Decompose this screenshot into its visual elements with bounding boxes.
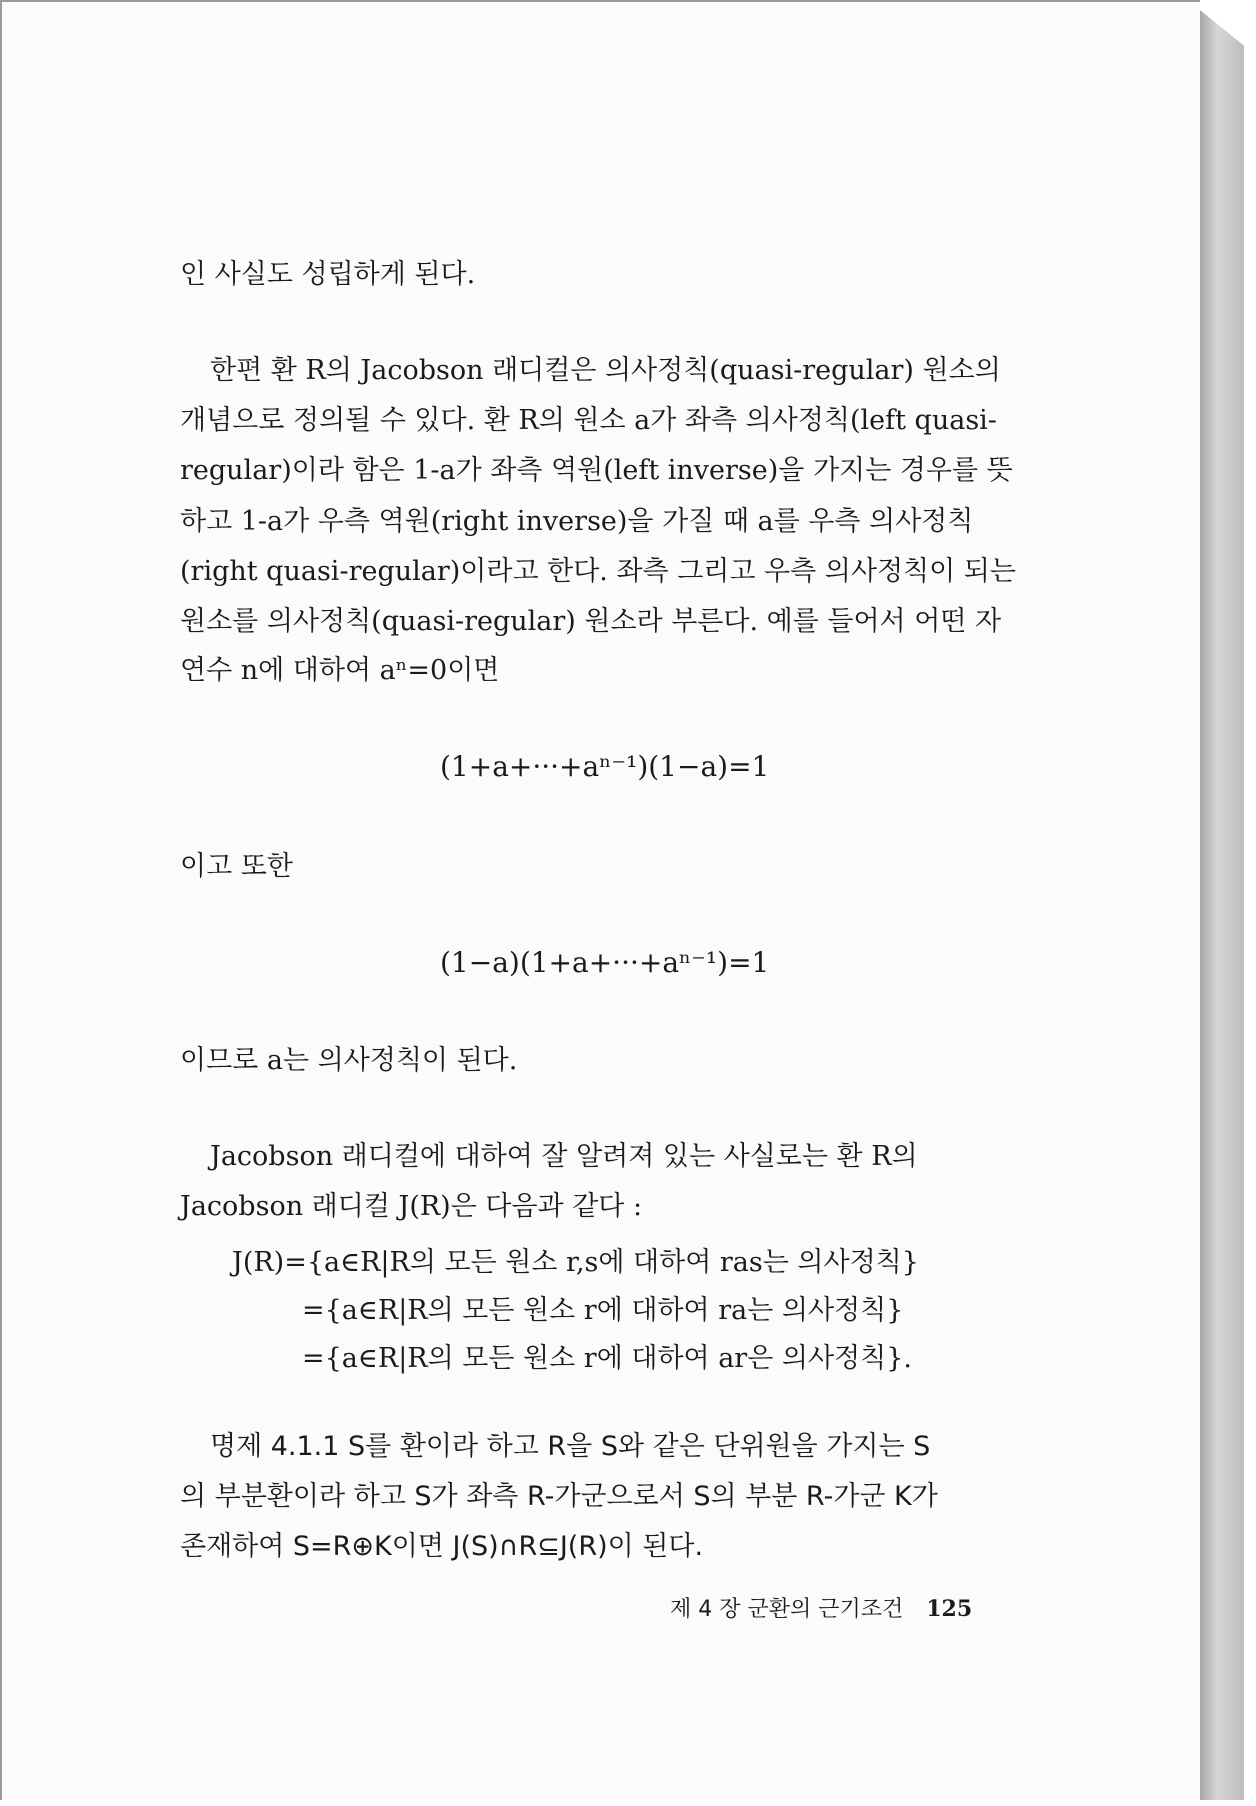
set-definition-line: J(R)={a∈R|R의 모든 원소 r,s에 대하여 ras는 의사정칙}: [232, 1247, 919, 1278]
set-definition-line: ={a∈R|R의 모든 원소 r에 대하여 ar은 의사정칙}.: [302, 1343, 912, 1374]
text-line: Jacobson 래디컬 J(R)은 다음과 같다 :: [180, 1191, 643, 1222]
text-line: 이고 또한: [180, 851, 293, 882]
text-line: 인 사실도 성립하게 된다.: [180, 259, 476, 290]
equation: (1−a)(1+a+···+aⁿ⁻¹)=1: [440, 946, 770, 979]
text-line: 원소를 의사정칙(quasi-regular) 원소라 부른다. 예를 들어서 어떤 자: [180, 606, 1002, 637]
text-line: 연수 n에 대하여 aⁿ=0이면: [180, 655, 500, 686]
proposition-line: 의 부분환이라 하고 S가 좌측 R-가군으로서 S의 부분 R-가군 K가: [180, 1481, 938, 1512]
text-line: (right quasi-regular)이라고 한다. 좌측 그리고 우측 의사정칙이 되는: [180, 556, 1016, 587]
equation: (1+a+···+aⁿ⁻¹)(1−a)=1: [440, 750, 770, 783]
text-line: regular)이라 함은 1-a가 좌측 역원(left inverse)을 가지는 경우를 뜻: [180, 455, 1013, 486]
chapter-title: 제 4 장 군환의 근기조건: [670, 1597, 904, 1622]
text-line: 이므로 a는 의사정칙이 된다.: [180, 1045, 518, 1076]
proposition-line: 명제 4.1.1 S를 환이라 하고 R을 S와 같은 단위원을 가지는 S: [210, 1431, 931, 1462]
text-line: 한편 환 R의 Jacobson 래디컬은 의사정칙(quasi-regular) 원소의: [210, 355, 1001, 386]
page-footer: [670, 1592, 972, 1623]
text-line: 하고 1-a가 우측 역원(right inverse)을 가질 때 a를 우측 의사정칙: [180, 506, 974, 537]
page-number: 125: [926, 1596, 973, 1622]
proposition-line: 존재하여 S=R⊕K이면 J(S)∩R⊆J(R)이 된다.: [180, 1531, 704, 1562]
set-definition-line: ={a∈R|R의 모든 원소 r에 대하여 ra는 의사정칙}: [302, 1295, 904, 1326]
text-line: Jacobson 래디컬에 대하여 잘 알려져 있는 사실로는 환 R의: [210, 1141, 918, 1172]
page-edge-shadow: [1200, 10, 1244, 1800]
text-line: 개념으로 정의될 수 있다. 환 R의 원소 a가 좌측 의사정칙(left quasi-: [180, 405, 997, 436]
